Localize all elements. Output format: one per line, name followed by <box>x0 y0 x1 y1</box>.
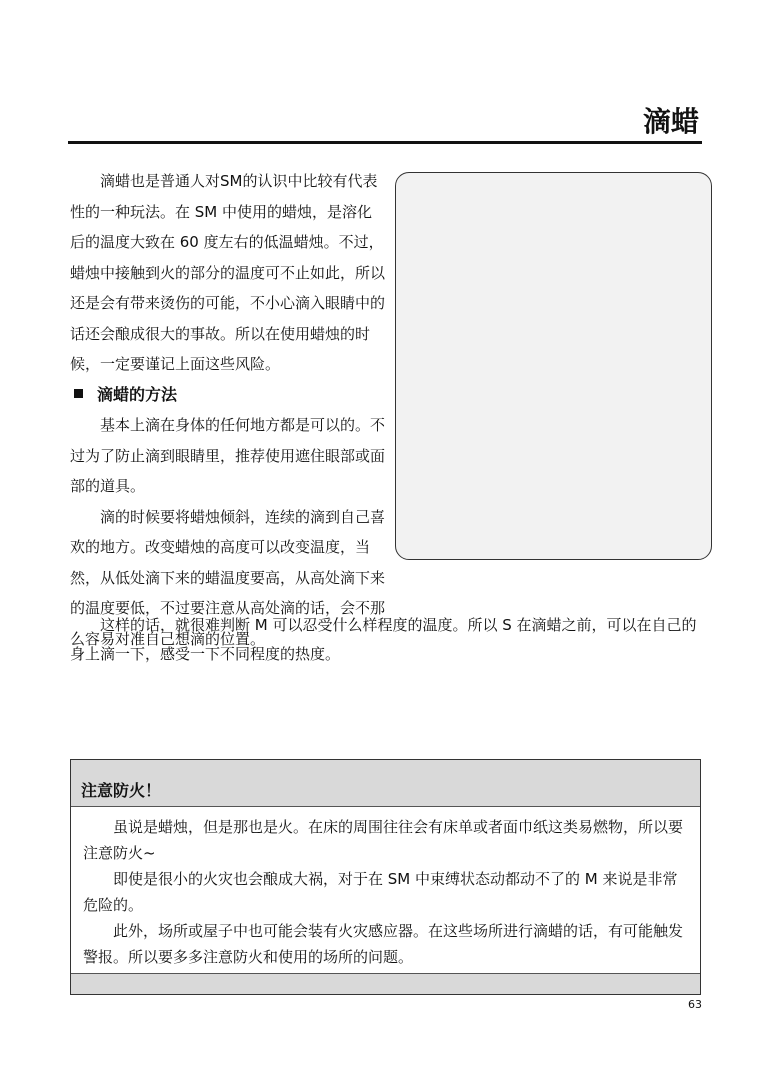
page-title: 滴蜡 <box>642 105 699 138</box>
page-number: 63 <box>688 998 702 1011</box>
box-paragraph-2: 即使是很小的火灾也会酿成大祸，对于在 SM 中束缚状态动都动不了的 M 来说是非常危险的。 <box>83 870 678 914</box>
box-paragraph-1: 虽说是蜡烛，但是那也是火。在床的周围往往会有床单或者面巾纸这类易燃物，所以要注意防火~ <box>83 818 684 862</box>
section-heading: 滴蜡的方法 <box>70 380 386 411</box>
square-bullet-icon <box>74 389 83 398</box>
intro-paragraph: 滴蜡也是普通人对SM的认识中比较有代表性的一种玩法。在 SM 中使用的蜡烛，是溶化后的温度大致在 60 度左右的低温蜡烛。不过，蜡烛中接触到火的部分的温度可不止如此，所以还是会有带来烫伤的可能，不小心滴入眼睛中的话还会酿成很大的事故。所以在使用蜡烛的时候，一定要谨记上面这些风险。 <box>70 172 386 373</box>
box-content <box>71 806 700 974</box>
illustration <box>395 172 712 560</box>
box-title: 注意防火！ <box>81 781 162 800</box>
title-rule <box>68 141 702 144</box>
method-paragraph-2: 滴的时候要将蜡烛倾斜，连续的滴到自己喜欢的地方。改变蜡烛的高度可以改变温度，当然，从低处滴下来的蜡温度要高，从高处滴下来的温度要低，不过要注意从高处滴的话，会不那么容易对准自己想滴的位置。 <box>70 507 386 648</box>
full-width-text <box>70 611 702 669</box>
method-paragraph-3: 这样的话，就很难判断 M 可以忍受什么样程度的温度。所以 S 在滴蜡之前，可以在自己的身上滴一下，感受一下不同程度的热度。 <box>70 616 697 663</box>
box-paragraph-3: 此外，场所或屋子中也可能会装有火灾感应器。在这些场所进行滴蜡的话，有可能触发警报。所以要多多注意防火和使用的场所的问题。 <box>83 922 684 966</box>
fire-warning-box <box>70 759 701 995</box>
method-paragraph-1: 基本上滴在身体的任何地方都是可以的。不过为了防止滴到眼睛里，推荐使用遮住眼部或面部的道具。 <box>70 416 386 495</box>
left-column <box>70 166 386 654</box>
